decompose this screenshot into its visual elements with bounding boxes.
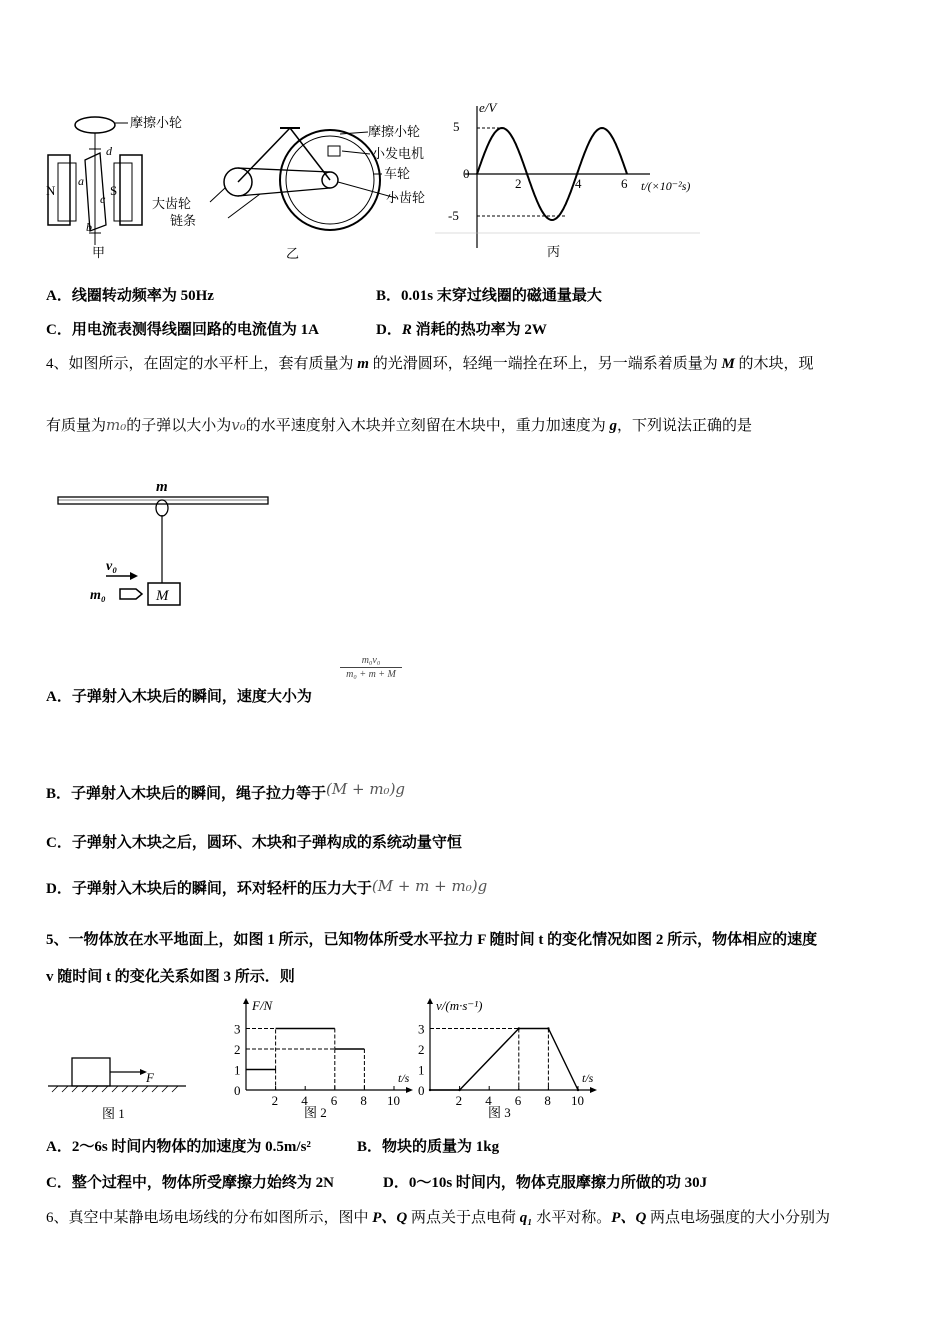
fig3-xlabel: t/s (582, 1071, 594, 1085)
fig3-xtick-10: 10 (571, 1093, 584, 1108)
fig2-xtick-4: 4 (301, 1093, 308, 1108)
q3-option-d-var: R (401, 322, 412, 338)
q6-text: 两点电场强度的大小分别为 (646, 1210, 831, 1226)
fig3-velocity-line (430, 1029, 578, 1091)
figure-bing-chart (435, 98, 700, 263)
fraction-numerator: m₀v₀ (361, 655, 381, 666)
ground-hatch (52, 1086, 178, 1092)
fig3-xtick-4: 4 (485, 1093, 492, 1108)
q3-option-d-rest: 消耗的热功率为 2W (411, 322, 547, 338)
yi-wheel-label: 车轮 (384, 166, 411, 181)
q6-text: 水平对称。 (532, 1210, 612, 1226)
jia-S: S (110, 183, 118, 198)
fraction-denominator: m₀ + m + M (340, 667, 402, 681)
fig3-point (518, 1027, 520, 1029)
bing-tick-y5: 5 (453, 119, 460, 134)
bing-tick-x4: 4 (575, 176, 582, 191)
fig2-xtick-8: 8 (360, 1093, 367, 1108)
yi-caption: 乙 (286, 246, 300, 261)
yi-friction-label: 摩擦小轮 (368, 124, 421, 139)
fig3-ytick-2: 2 (418, 1042, 425, 1057)
q4-option-b-math: (M + m₀)g (326, 780, 406, 798)
fig2-ytick-2: 2 (234, 1042, 241, 1057)
fig2-xtick-10: 10 (387, 1093, 400, 1108)
bing-caption: 丙 (547, 244, 561, 259)
fig-m0-label: m₀ (90, 588, 106, 603)
q5-stem-line2: v 随时间 t 的变化关系如图 3 所示．则 (46, 969, 295, 985)
yi-generator-label: 小发电机 (372, 146, 425, 161)
q4-stem-line2 (46, 415, 752, 436)
fig3-point (547, 1027, 549, 1029)
q3-option-d-prefix: D． (376, 322, 402, 338)
block (72, 1058, 110, 1086)
jia-b: b (86, 220, 92, 234)
q6-stem (46, 1208, 830, 1228)
q4-text: 的子弹以大小为 (126, 418, 232, 434)
fig3-x-arrow (590, 1087, 597, 1093)
q4-var-m0: m₀ (106, 416, 127, 434)
friction-wheel-shape (75, 117, 115, 133)
q4-var-g: g (609, 418, 618, 434)
bing-tick-y0: 0 (463, 166, 470, 181)
q4-text: 的光滑圆环，轻绳一端拴在环上，另一端系着质量为 (368, 356, 722, 372)
fig2-ytick-3: 3 (234, 1021, 241, 1037)
q4-option-d-text: D．子弹射入木块后的瞬间，环对轻杆的压力大于 (46, 881, 372, 897)
fig3-ytick-1: 1 (418, 1062, 425, 1078)
q3-option-c: C．用电流表测得线圈回路的电流值为 1A (46, 322, 319, 338)
q4-option-a-fraction (340, 654, 402, 681)
q4-var-v0: v₀ (231, 416, 246, 434)
q4-option-a: A．子弹射入木块后的瞬间，速度大小为 (46, 689, 312, 705)
fig3-ylabel: v/(m·s⁻¹) (436, 998, 483, 1013)
bing-xlabel: t/(×10⁻²s) (641, 179, 691, 193)
q6-var-PQ: P、Q (372, 1210, 408, 1226)
q6-var-PQ2: P、Q (611, 1210, 647, 1226)
q4-option-b (46, 780, 406, 804)
q5-option-a: A．2～6s 时间内物体的加速度为 0.5m/s² (46, 1139, 311, 1155)
fig2-y-arrow (243, 998, 249, 1004)
q5-option-c: C．整个过程中，物体所受摩擦力始终为 2N (46, 1175, 334, 1191)
fig2-caption: 图 2 (304, 1105, 327, 1120)
q4-text: ，下列说法正确的是 (617, 418, 753, 434)
q5-stem-line1: 5、一物体放在水平地面上，如图 1 所示，已知物体所受水平拉力 F 随时间 t 的变化情况如图 2 所示，物体相应的速度 (46, 932, 818, 948)
q6-text: 两点关于点电荷 (407, 1210, 520, 1226)
fig3-point (429, 1089, 431, 1091)
yi-small-gear-label: 小齿轮 (386, 190, 426, 205)
q4-option-d-math: (M + m + m₀)g (371, 877, 488, 895)
figure-yi (150, 110, 440, 265)
fig1-F: F (146, 1070, 154, 1085)
q5-figure-2-chart (218, 998, 413, 1126)
q4-var-m: m (357, 356, 369, 372)
fig2-ytick-0: 0 (234, 1083, 241, 1098)
q3-option-b: B．0.01s 末穿过线圈的磁通量最大 (376, 288, 602, 304)
q4-text: 的水平速度射入木块并立刻留在木块中，重力加速度为 (245, 418, 610, 434)
fig2-xlabel: t/s (398, 1071, 410, 1085)
bing-tick-x6: 6 (621, 176, 628, 191)
fig3-point (458, 1089, 460, 1091)
fig2-ytick-1: 1 (234, 1062, 241, 1078)
q4-text: 4、如图所示，在固定的水平杆上，套有质量为 (46, 356, 358, 372)
q4-option-d (46, 878, 487, 899)
fig3-xtick-8: 8 (544, 1093, 551, 1108)
q6-var-q1: q₁ (519, 1210, 533, 1226)
fig3-xtick-2: 2 (455, 1093, 463, 1108)
q3-option-d (376, 320, 547, 340)
q6-text: 6、真空中某静电场电场线的分布如图所示，图中 (46, 1210, 373, 1226)
jia-caption: 甲 (92, 245, 106, 260)
fig2-xtick-6: 6 (330, 1093, 338, 1108)
bing-tick-yneg5: -5 (448, 208, 459, 223)
jia-a: a (78, 174, 84, 188)
fig3-xtick-6: 6 (514, 1093, 522, 1108)
jia-c: c (100, 192, 106, 206)
bing-tick-x2: 2 (515, 176, 522, 191)
bullet (120, 589, 142, 599)
fig-M-label: M (156, 588, 169, 604)
q5-figure-3-chart (412, 998, 617, 1126)
q3-option-a: A．线圈转动频率为 50Hz (46, 288, 214, 304)
fig3-ytick-0: 0 (418, 1083, 425, 1098)
q4-var-M: M (721, 356, 735, 372)
fig1-caption: 图 1 (102, 1106, 125, 1121)
fig2-xtick-2: 2 (271, 1093, 279, 1108)
yi-chain-label: 链条 (170, 213, 197, 228)
fig3-point (577, 1089, 579, 1091)
fig3-ytick-3: 3 (418, 1021, 425, 1037)
fig3-y-arrow (427, 998, 433, 1004)
q4-figure (50, 475, 280, 615)
q5-figure-1 (46, 1050, 196, 1125)
q4-option-c: C．子弹射入木块之后，圆环、木块和子弹构成的系统动量守恒 (46, 835, 462, 851)
q5-option-d: D．0～10s 时间内，物体克服摩擦力所做的功 30J (383, 1175, 708, 1191)
q5-option-b: B．物块的质量为 1kg (357, 1139, 500, 1155)
q4-text: 有质量为 (46, 418, 107, 434)
fig2-ylabel: F/N (252, 998, 273, 1013)
q4-text: 的木块，现 (734, 356, 814, 372)
fig3-caption: 图 3 (488, 1105, 511, 1120)
jia-friction-label: 摩擦小轮 (130, 115, 183, 130)
jia-d: d (106, 144, 112, 158)
jia-N: N (46, 183, 56, 198)
fig-m-label: m (156, 479, 168, 495)
bing-ylabel: e/V (479, 100, 497, 115)
fig-v0-label: v₀ (106, 559, 118, 574)
q4-stem-line1 (46, 354, 814, 374)
q4-option-b-text: B．子弹射入木块后的瞬间，绳子拉力等于 (46, 786, 327, 802)
yi-big-gear-label: 大齿轮 (152, 196, 192, 211)
